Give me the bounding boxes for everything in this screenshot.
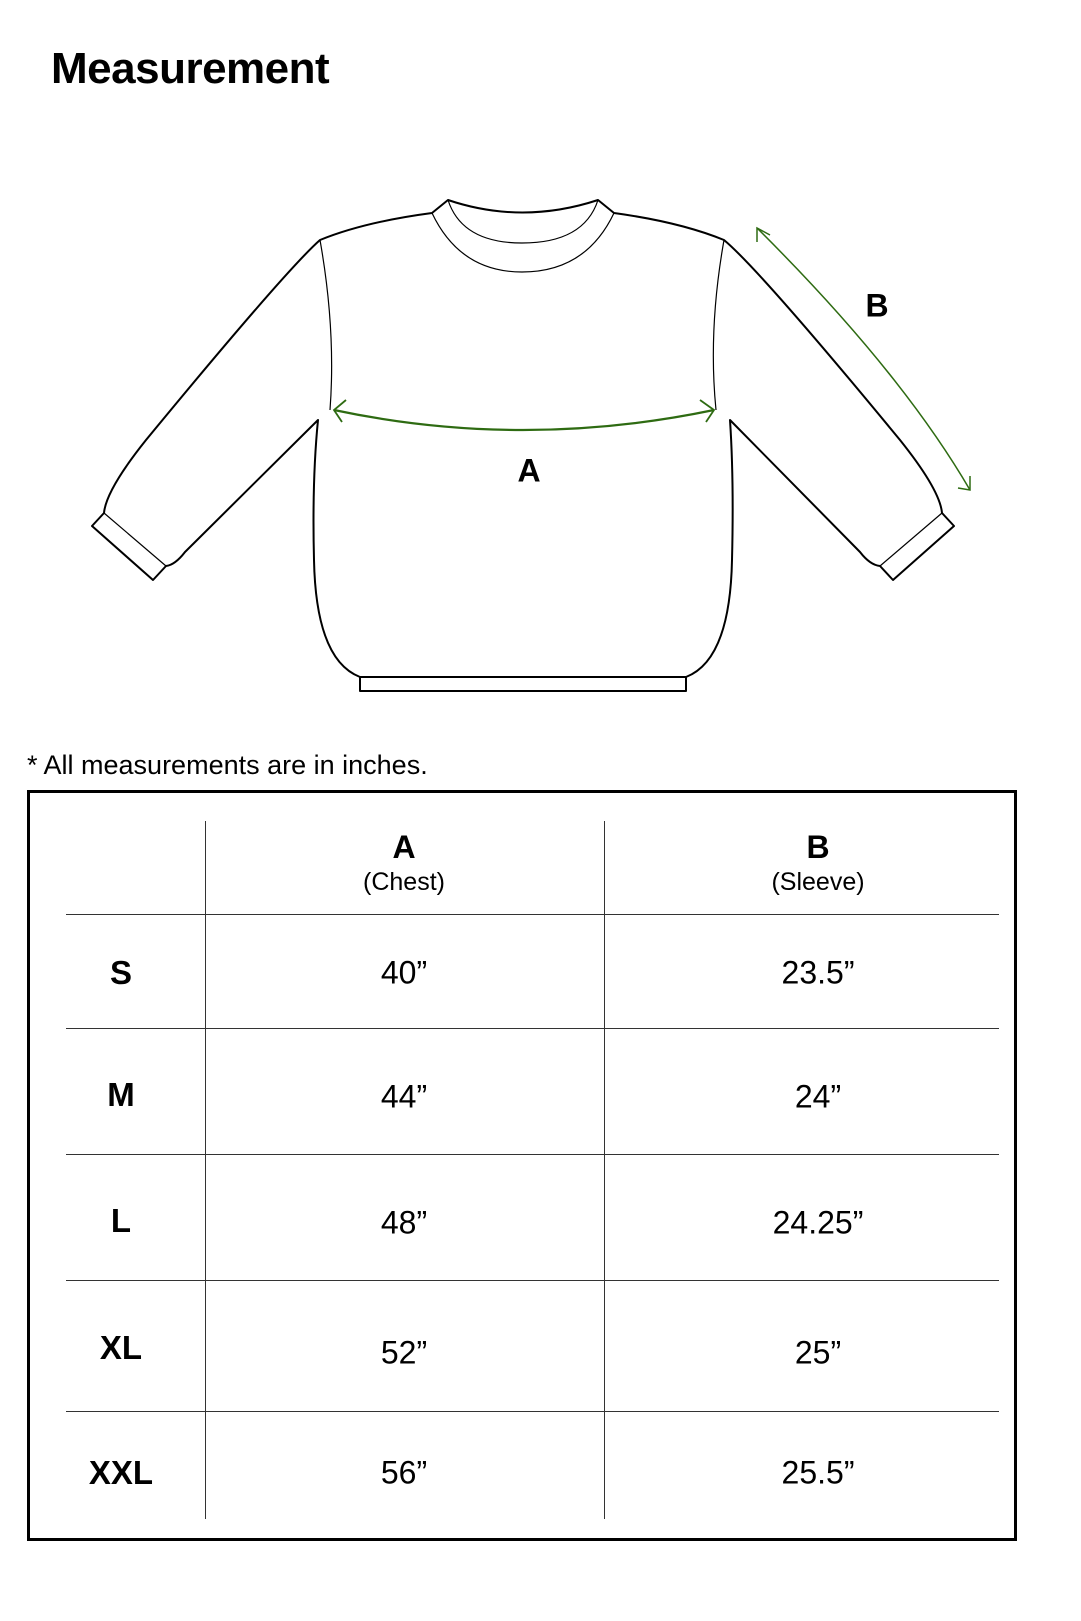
row-divider	[66, 1028, 999, 1029]
size-label: XL	[99, 1329, 143, 1366]
header-name: (Chest)	[363, 868, 445, 896]
measure-arrows	[334, 228, 970, 490]
size-label: XXL	[88, 1454, 154, 1491]
row-divider	[66, 914, 999, 915]
chest-value: 44”	[380, 1078, 428, 1115]
row-divider	[66, 1411, 999, 1412]
column-divider	[604, 821, 605, 1519]
row-divider	[66, 1280, 999, 1281]
page-title: Measurement	[51, 44, 330, 93]
right-cuff-seam	[880, 513, 942, 566]
sweater-diagram	[0, 0, 1081, 720]
sleeve-value: 24.25”	[772, 1204, 864, 1241]
chest-value: 40”	[380, 954, 428, 991]
size-label: L	[110, 1202, 132, 1239]
header-letter: A	[392, 829, 416, 865]
hem-band	[360, 677, 686, 691]
sleeve-value: 25”	[794, 1334, 842, 1371]
label-a: A	[517, 452, 541, 489]
label-b: B	[865, 287, 889, 324]
sleeve-value: 25.5”	[781, 1454, 855, 1491]
chest-value: 52”	[380, 1334, 428, 1371]
right-shoulder-seam	[713, 240, 724, 410]
sleeve-value: 23.5”	[781, 954, 855, 991]
header-name: (Sleeve)	[771, 868, 865, 896]
left-shoulder-seam	[320, 240, 332, 410]
arrow-a	[334, 410, 714, 430]
units-note: * All measurements are in inches.	[27, 750, 428, 780]
header-chest	[363, 829, 445, 897]
header-letter: B	[806, 829, 830, 865]
left-cuff-seam	[104, 513, 166, 566]
column-divider	[205, 821, 206, 1519]
chest-value: 48”	[380, 1204, 428, 1241]
arrow-b	[757, 228, 970, 490]
header-sleeve	[771, 829, 864, 897]
size-table	[27, 790, 1017, 1541]
row-divider	[66, 1154, 999, 1155]
size-label: M	[107, 1076, 135, 1113]
size-label: S	[109, 954, 133, 991]
sleeve-value: 24”	[794, 1078, 842, 1115]
chest-value: 56”	[380, 1454, 428, 1491]
